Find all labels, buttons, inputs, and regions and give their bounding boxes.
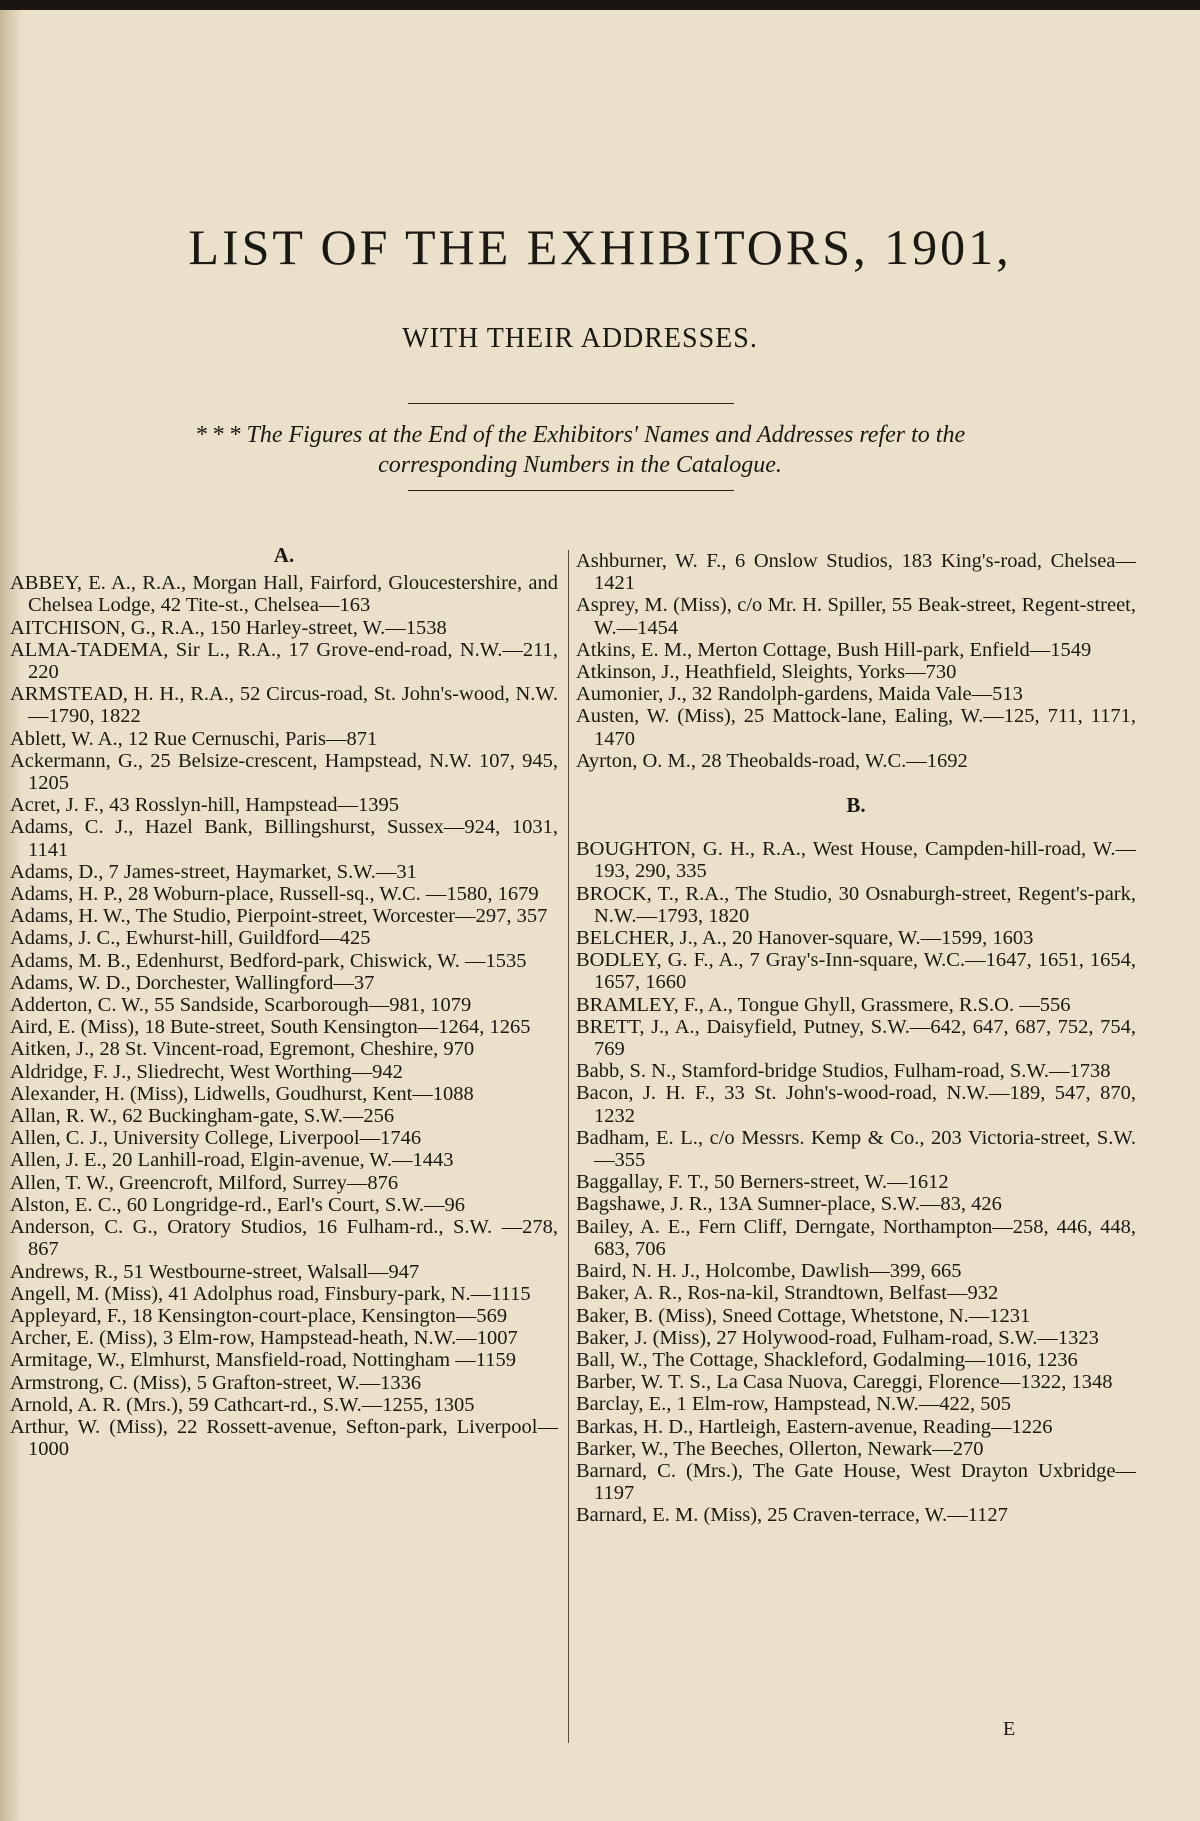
exhibitor-entry: Adams, D., 7 James-street, Haymarket, S.W.—31: [10, 860, 417, 883]
exhibitor-entry: Adderton, C. W., 55 Sandside, Scarborough—981, 1079: [10, 994, 472, 1017]
exhibitor-entry: Aird, E. (Miss), 18 Bute-street, South Kensington—1264, 1265: [10, 1016, 531, 1039]
exhibitor-entry: ALMA-TADEMA, Sir L., R.A., 17 Grove-end-road, N.W.—211, 220: [10, 638, 558, 684]
exhibitor-entry: Aumonier, J., 32 Randolph-gardens, Maida Vale—513: [576, 683, 1023, 706]
exhibitor-entry: Ashburner, W. F., 6 Onslow Studios, 183 King's-road, Chelsea—1421: [576, 550, 1136, 595]
exhibitor-entry: Bagshawe, J. R., 13A Sumner-place, S.W.—83, 426: [576, 1193, 1002, 1216]
column-divider: [568, 550, 569, 1743]
exhibitor-entry: Bailey, A. E., Fern Cliff, Derngate, Northampton—258, 446, 448, 683, 706: [576, 1215, 1136, 1260]
signature-mark: E: [1003, 1718, 1016, 1740]
column-left: [10, 538, 558, 1460]
exhibitor-entry: Alston, E. C., 60 Longridge-rd., Earl's Court, S.W.—96: [10, 1193, 466, 1216]
exhibitor-entry: Allen, J. E., 20 Lanhill-road, Elgin-avenue, W.—1443: [10, 1149, 454, 1172]
exhibitor-entry: Aldridge, F. J., Sliedrecht, West Worthing—942: [10, 1060, 403, 1083]
exhibitor-entry: Adams, J. C., Ewhurst-hill, Guildford—425: [10, 927, 371, 950]
exhibitor-entry: Barker, W., The Beeches, Ollerton, Newark—270: [576, 1437, 984, 1460]
exhibitor-entry: Austen, W. (Miss), 25 Mattock-lane, Ealing, W.—125, 711, 1171, 1470: [576, 705, 1136, 750]
exhibitor-entry: Baird, N. H. J., Holcombe, Dawlish—399, 665: [576, 1260, 962, 1283]
column-right: [576, 550, 1136, 1527]
exhibitor-entry: Armstrong, C. (Miss), 5 Grafton-street, W.—1336: [10, 1371, 422, 1394]
exhibitor-entry: BROCK, T., R.A., The Studio, 30 Osnaburgh-street, Regent's-park, N.W.—1793, 1820: [576, 882, 1136, 927]
exhibitor-entry: Babb, S. N., Stamford-bridge Studios, Fulham-road, S.W.—1738: [576, 1060, 1111, 1083]
exhibitor-entry: BRAMLEY, F., A., Tongue Ghyll, Grassmere, R.S.O. —556: [576, 993, 1071, 1016]
exhibitor-entry: Alexander, H. (Miss), Lidwells, Goudhurst, Kent—1088: [10, 1082, 474, 1105]
exhibitor-entry: Andrews, R., 51 Westbourne-street, Walsall—947: [10, 1260, 420, 1283]
exhibitor-entry: Baker, J. (Miss), 27 Holywood-road, Fulham-road, S.W.—1323: [576, 1326, 1099, 1349]
exhibitor-entry: Anderson, C. G., Oratory Studios, 16 Fulham-rd., S.W. —278, 867: [10, 1216, 558, 1261]
page-title: LIST OF THE EXHIBITORS, 1901,: [188, 219, 1012, 275]
exhibitor-entry: Allen, C. J., University College, Liverpool—1746: [10, 1127, 422, 1150]
exhibitor-entry: Adams, W. D., Dorchester, Wallingford—37: [10, 971, 375, 994]
exhibitor-entry: BRETT, J., A., Daisyfield, Putney, S.W.—642, 647, 687, 752, 754, 769: [576, 1015, 1136, 1061]
exhibitor-entry: Barclay, E., 1 Elm-row, Hampstead, N.W.—422, 505: [576, 1393, 1011, 1416]
exhibitor-entry: Ablett, W. A., 12 Rue Cernuschi, Paris—871: [10, 727, 378, 750]
exhibitor-entry: Barnard, E. M. (Miss), 25 Craven-terrace, W.—1127: [576, 1504, 1008, 1527]
page-subtitle: WITH THEIR ADDRESSES.: [402, 323, 758, 354]
exhibitor-entry: Allen, T. W., Greencroft, Milford, Surrey—876: [10, 1171, 399, 1194]
section-heading-b: B.: [846, 793, 866, 818]
exhibitor-entry: Aitken, J., 28 St. Vincent-road, Egremont, Cheshire, 970: [10, 1038, 475, 1061]
exhibitor-entry: Bacon, J. H. F., 33 St. John's-wood-road, N.W.—189, 547, 870, 1232: [576, 1082, 1136, 1127]
exhibitor-entry: BODLEY, G. F., A., 7 Gray's-Inn-square, W.C.—1647, 1651, 1654, 1657, 1660: [576, 949, 1136, 994]
section-heading-a: A.: [273, 543, 295, 567]
catalogue-note: * * * The Figures at the End of the Exhibitors' Names and Addresses refer to the corresponding Numbers in the Catalogue.: [194, 422, 966, 478]
exhibitor-entry: Armitage, W., Elmhurst, Mansfield-road, Nottingham —1159: [10, 1349, 516, 1372]
exhibitor-entry: Arnold, A. R. (Mrs.), 59 Cathcart-rd., S.W.—1255, 1305: [10, 1393, 475, 1416]
entry-list-right-a: [576, 550, 1136, 772]
exhibitor-entry: AITCHISON, G., R.A., 150 Harley-street, W.—1538: [10, 616, 447, 639]
rule-top: [408, 403, 734, 404]
exhibitor-entry: Adams, M. B., Edenhurst, Bedford-park, Chiswick, W. —1535: [10, 949, 527, 972]
exhibitor-entry: Atkins, E. M., Merton Cottage, Bush Hill-park, Enfield—1549: [576, 638, 1092, 661]
exhibitor-entry: Atkinson, J., Heathfield, Sleights, Yorks—730: [576, 661, 957, 684]
exhibitor-entry: Asprey, M. (Miss), c/o Mr. H. Spiller, 55 Beak-street, Regent-street, W.—1454: [576, 594, 1136, 639]
exhibitor-entry: Ackermann, G., 25 Belsize-crescent, Hampstead, N.W. 107, 945, 1205: [10, 749, 558, 795]
catalogue-page: [0, 10, 1200, 1821]
exhibitor-entry: Appleyard, F., 18 Kensington-court-place, Kensington—569: [10, 1304, 508, 1327]
exhibitor-entry: Baker, A. R., Ros-na-kil, Strandtown, Belfast—932: [576, 1282, 999, 1305]
exhibitor-entry: Baker, B. (Miss), Sneed Cottage, Whetstone, N.—1231: [576, 1304, 1031, 1327]
exhibitor-entry: BOUGHTON, G. H., R.A., West House, Campden-hill-road, W.—193, 290, 335: [576, 838, 1136, 883]
exhibitor-entry: ABBEY, E. A., R.A., Morgan Hall, Fairford, Gloucestershire, and Chelsea Lodge, 42 Tite-st., Chelsea—163: [10, 572, 558, 617]
exhibitor-entry: Archer, E. (Miss), 3 Elm-row, Hampstead-heath, N.W.—1007: [10, 1327, 518, 1350]
exhibitor-entry: Barber, W. T. S., La Casa Nuova, Careggi, Florence—1322, 1348: [576, 1371, 1113, 1394]
entry-list-left: [10, 572, 558, 1460]
exhibitor-entry: Barnard, C. (Mrs.), The Gate House, West Drayton Uxbridge—1197: [576, 1459, 1136, 1505]
rule-bottom: [408, 490, 734, 491]
exhibitor-entry: Ball, W., The Cottage, Shackleford, Godalming—1016, 1236: [576, 1348, 1078, 1371]
exhibitor-entry: BELCHER, J., A., 20 Hanover-square, W.—1599, 1603: [576, 927, 1034, 950]
exhibitor-entry: Acret, J. F., 43 Rosslyn-hill, Hampstead—1395: [10, 794, 399, 817]
exhibitor-entry: Adams, H. W., The Studio, Pierpoint-street, Worcester—297, 357: [10, 905, 548, 928]
exhibitor-entry: Barkas, H. D., Hartleigh, Eastern-avenue, Reading—1226: [576, 1415, 1053, 1438]
exhibitor-entry: Ayrton, O. M., 28 Theobalds-road, W.C.—1692: [576, 749, 968, 772]
entry-list-right-b: [576, 838, 1136, 1526]
exhibitor-entry: Baggallay, F. T., 50 Berners-street, W.—1612: [576, 1171, 949, 1194]
exhibitor-entry: Angell, M. (Miss), 41 Adolphus road, Finsbury-park, N.—1115: [10, 1282, 531, 1305]
exhibitor-entry: Adams, H. P., 28 Woburn-place, Russell-sq., W.C. —1580, 1679: [10, 883, 539, 906]
exhibitor-entry: Arthur, W. (Miss), 22 Rossett-avenue, Sefton-park, Liverpool—1000: [10, 1415, 558, 1461]
exhibitor-entry: Allan, R. W., 62 Buckingham-gate, S.W.—256: [10, 1105, 395, 1128]
exhibitor-entry: Adams, C. J., Hazel Bank, Billingshurst, Sussex—924, 1031, 1141: [10, 816, 558, 861]
exhibitor-entry: ARMSTEAD, H. H., R.A., 52 Circus-road, St. John's-wood, N.W.—1790, 1822: [10, 683, 558, 728]
exhibitor-entry: Badham, E. L., c/o Messrs. Kemp & Co., 203 Victoria-street, S.W.—355: [576, 1126, 1136, 1172]
